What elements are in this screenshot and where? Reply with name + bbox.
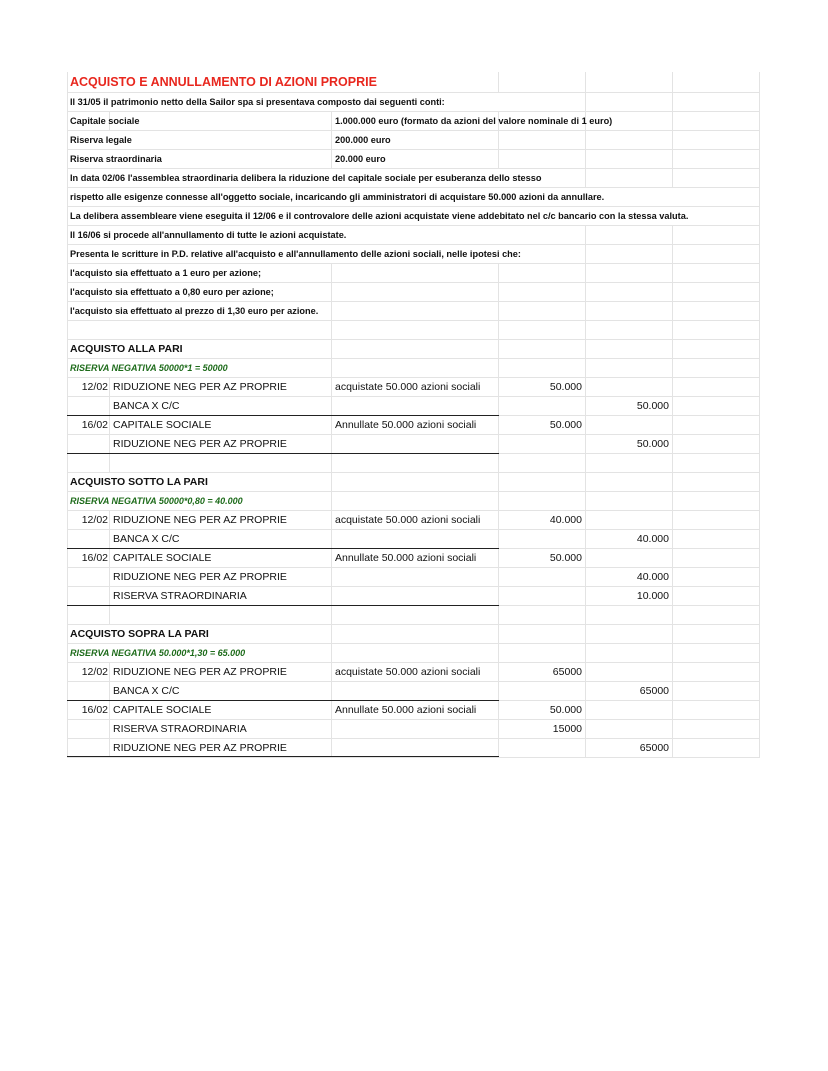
entry-desc: Annullate 50.000 azioni sociali xyxy=(335,704,477,716)
entry-account: BANCA X C/C xyxy=(113,533,180,545)
entry-credit: 40.000 xyxy=(636,533,669,545)
text-line: l'acquisto sia effettuato al prezzo di 1,30 euro per azione. xyxy=(70,306,319,316)
entry-account: CAPITALE SOCIALE xyxy=(113,419,212,431)
intro-text: Il 31/05 il patrimonio netto della Sailor spa si presentava composto dai seguenti conti: xyxy=(70,97,445,107)
title-row xyxy=(67,72,760,93)
text-line: l'acquisto sia effettuato a 1 euro per azione; xyxy=(70,268,262,278)
entry-account: RIDUZIONE NEG PER AZ PROPRIE xyxy=(113,438,287,450)
text-line: Presenta le scritture in P.D. relative all'acquisto e all'annullamento delle azioni sociali, nelle ipotesi che: xyxy=(70,249,521,259)
entry-desc: acquistate 50.000 azioni sociali xyxy=(335,666,481,678)
text-row xyxy=(67,245,760,264)
account-row xyxy=(67,131,760,150)
entry-row xyxy=(67,682,760,701)
entry-debit: 50.000 xyxy=(549,381,582,393)
text-line: l'acquisto sia effettuato a 0,80 euro per azione; xyxy=(70,287,274,297)
text-line: rispetto alle esigenze connesse all'oggetto sociale, incaricando gli amministratori di acquistare 50.000 azioni da annullare. xyxy=(70,192,605,202)
section-heading: ACQUISTO SOPRA LA PARI xyxy=(70,628,209,640)
account-value: 200.000 euro xyxy=(335,135,391,145)
section-heading: ACQUISTO SOTTO LA PARI xyxy=(70,476,208,488)
entry-debit: 50.000 xyxy=(549,704,582,716)
entry-row xyxy=(67,397,760,416)
entry-row xyxy=(67,568,760,587)
account-name: Riserva straordinaria xyxy=(70,154,162,164)
formula-row xyxy=(67,644,760,663)
entry-account: CAPITALE SOCIALE xyxy=(113,704,212,716)
entry-date: 12/02 xyxy=(81,666,108,678)
section-heading-row xyxy=(67,340,760,359)
blank-row xyxy=(67,454,760,473)
entry-row xyxy=(67,701,760,720)
entry-row xyxy=(67,416,760,435)
text-row xyxy=(67,207,760,226)
entry-account: RIDUZIONE NEG PER AZ PROPRIE xyxy=(113,514,287,526)
account-name: Riserva legale xyxy=(70,135,132,145)
account-row xyxy=(67,112,760,131)
entry-account: RIDUZIONE NEG PER AZ PROPRIE xyxy=(113,381,287,393)
text-line: La delibera assembleare viene eseguita il 12/06 e il controvalore delle azioni acquistate viene addebitato nel c/c bancario con la stessa valuta. xyxy=(70,211,689,221)
text-line: In data 02/06 l'assemblea straordinaria delibera la riduzione del capitale sociale per esuberanza dello stesso xyxy=(70,173,542,183)
entry-account: RIDUZIONE NEG PER AZ PROPRIE xyxy=(113,666,287,678)
formula-row xyxy=(67,492,760,511)
section-heading-row xyxy=(67,625,760,644)
entry-row xyxy=(67,663,760,682)
blank-row xyxy=(67,606,760,625)
entry-date: 16/02 xyxy=(81,704,108,716)
entry-account: CAPITALE SOCIALE xyxy=(113,552,212,564)
account-name: Capitale sociale xyxy=(70,116,140,126)
entry-date: 16/02 xyxy=(81,552,108,564)
entry-row xyxy=(67,511,760,530)
formula-text: RISERVA NEGATIVA 50000*1 = 50000 xyxy=(70,363,228,373)
section-heading-row xyxy=(67,473,760,492)
text-row xyxy=(67,264,760,283)
entry-date: 12/02 xyxy=(81,514,108,526)
entry-row xyxy=(67,435,760,454)
entry-credit: 50.000 xyxy=(636,400,669,412)
text-row xyxy=(67,226,760,245)
entry-debit: 65000 xyxy=(552,666,582,678)
entry-row xyxy=(67,378,760,397)
entry-row xyxy=(67,530,760,549)
blank-row xyxy=(67,321,760,340)
entry-credit: 65000 xyxy=(639,685,669,697)
formula-text: RISERVA NEGATIVA 50.000*1,30 = 65.000 xyxy=(70,648,246,658)
account-value: 20.000 euro xyxy=(335,154,386,164)
entry-row xyxy=(67,587,760,606)
entry-date: 16/02 xyxy=(81,419,108,431)
entry-credit: 10.000 xyxy=(636,590,669,602)
account-row xyxy=(67,150,760,169)
spreadsheet xyxy=(67,72,760,758)
entry-account: RIDUZIONE NEG PER AZ PROPRIE xyxy=(113,571,287,583)
entry-account: BANCA X C/C xyxy=(113,685,180,697)
entry-credit: 65000 xyxy=(639,742,669,754)
entry-desc: Annullate 50.000 azioni sociali xyxy=(335,552,477,564)
entry-debit: 50.000 xyxy=(549,419,582,431)
entry-date: 12/02 xyxy=(81,381,108,393)
account-value: 1.000.000 euro (formato da azioni del valore nominale di 1 euro) xyxy=(335,116,613,126)
entry-desc: acquistate 50.000 azioni sociali xyxy=(335,514,481,526)
entry-debit: 50.000 xyxy=(549,552,582,564)
entry-account: BANCA X C/C xyxy=(113,400,180,412)
entry-credit: 40.000 xyxy=(636,571,669,583)
entry-row xyxy=(67,720,760,739)
page-title: ACQUISTO E ANNULLAMENTO DI AZIONI PROPRIE xyxy=(70,75,377,89)
entry-desc: Annullate 50.000 azioni sociali xyxy=(335,419,477,431)
text-row xyxy=(67,283,760,302)
formula-text: RISERVA NEGATIVA 50000*0,80 = 40.000 xyxy=(70,496,243,506)
entry-debit: 15000 xyxy=(552,723,582,735)
intro-row xyxy=(67,93,760,112)
formula-row xyxy=(67,359,760,378)
entry-account: RISERVA STRAORDINARIA xyxy=(113,590,247,602)
entry-account: RISERVA STRAORDINARIA xyxy=(113,723,247,735)
entry-debit: 40.000 xyxy=(549,514,582,526)
entry-credit: 50.000 xyxy=(636,438,669,450)
entry-account: RIDUZIONE NEG PER AZ PROPRIE xyxy=(113,742,287,754)
entry-row xyxy=(67,739,760,758)
text-row xyxy=(67,169,760,188)
text-row xyxy=(67,188,760,207)
section-heading: ACQUISTO ALLA PARI xyxy=(70,343,183,355)
text-row xyxy=(67,302,760,321)
entry-desc: acquistate 50.000 azioni sociali xyxy=(335,381,481,393)
text-line: Il 16/06 si procede all'annullamento di tutte le azioni acquistate. xyxy=(70,230,347,240)
entry-row xyxy=(67,549,760,568)
